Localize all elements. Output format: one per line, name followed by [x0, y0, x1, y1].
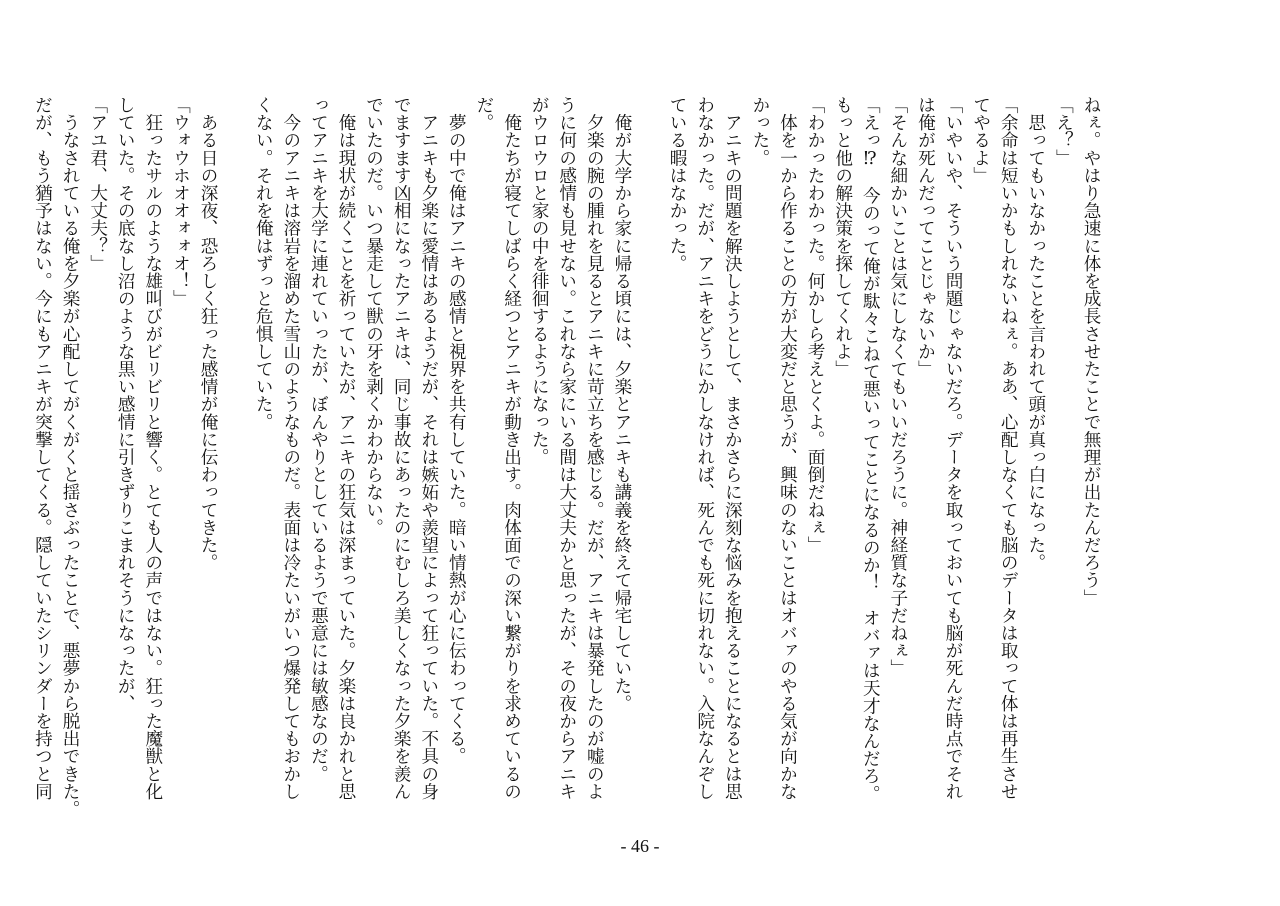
text-line: 「余命は短いかもしれないねぇ。ああ、心配しなくても脳のデータは取って体は再生させ — [998, 96, 1019, 800]
text-line: 「ウォウホオオォォオ！」 — [170, 96, 191, 308]
text-line: アニキの問題を解決しようとして、まさかさらに深刻な悩みを抱えることになるとは思 — [722, 96, 743, 800]
text-line: うに何の感情も見せない。これなら家にいる間は大丈夫かと思ったが、その夜からアニキ — [556, 96, 577, 800]
text-line: でいたのだ。いつ暴走して獣の牙を剥くかわからない。 — [363, 96, 384, 536]
text-line: くない。それを俺はずっと危惧していた。 — [253, 96, 274, 431]
text-line: 狂ったサルのような雄叫びがビリビリと響く。とても人の声ではない。狂った魔獣と化 — [142, 96, 163, 800]
text-line: 思ってもいなかったことを言われて頭が真っ白になった。 — [1025, 96, 1046, 572]
text-line: 「アユ君、大丈夫？」 — [87, 96, 108, 272]
text-line: していた。その底なし沼のような黒い感情に引きずりこまれそうになったが、 — [115, 96, 136, 712]
text-line: もっと他の解決策を探してくれよ」 — [832, 96, 853, 378]
text-line: わなかった。だが、アニキをどうにかしなければ、死んでも死に切れない。入院なんぞし — [694, 96, 715, 800]
text-line: 体を一から作ることの方が大変だと思うが、興味のないことはオバァのやる気が向かな — [777, 96, 798, 800]
text-line: 「え？」 — [1053, 96, 1074, 167]
text-line: 「わかったわかった。何かしら考えとくよ。面倒だねぇ」 — [805, 96, 826, 554]
text-line: でますます凶相になったアニキは、同じ事故にあったのにむしろ美しくなった夕楽を羨ん — [391, 96, 412, 800]
text-line: 「いやいや、そういう問題じゃないだろ。データを取っておいても脳が死んだ時点でそれ — [943, 96, 964, 800]
text-line: 夕楽の腕の腫れを見るとアニキに苛立ちを感じる。だが、アニキは暴発したのが嘘のよ — [584, 96, 605, 800]
text-line: ている暇はなかった。 — [667, 96, 688, 272]
text-line: かった。 — [749, 96, 770, 167]
text-line — [635, 96, 663, 816]
text-line: てやるよ」 — [970, 96, 991, 184]
text-line: だが、もう猶予はない。今にもアニキが突撃してくる。隠していたシリンダーを持つと同 — [32, 96, 53, 800]
text-line — [221, 96, 249, 816]
text-line: 「えっ⁉ 今のって俺が駄々こねて悪いってことになるのか！ オバァは天才なんだろ。 — [860, 96, 881, 803]
text-line: 俺が大学から家に帰る頃には、夕楽とアニキも講義を終えて帰宅していた。 — [611, 96, 632, 712]
text-line: 「そんな細かいことは気にしなくてもいいだろうに。神経質な子だねぇ」 — [887, 96, 908, 677]
text-line: 今のアニキは溶岩を溜めた雪山のようなものだ。表面は冷たいがいつ爆発してもおかし — [280, 96, 301, 800]
text-line: ねぇ。やはり急速に体を成長させたことで無理が出たんだろう」 — [1081, 96, 1101, 607]
text-line: うなされている俺を夕楽が心配してがくがくと揺さぶったことで、悪夢から脱出できた。 — [60, 96, 81, 818]
text-line: は俺が死んだってことじゃないか」 — [915, 96, 936, 378]
vertical-body-text — [32, 96, 1104, 818]
text-line: ある日の深夜、恐ろしく狂った感情が俺に伝わってきた。 — [198, 96, 218, 572]
text-line: 夢の中で俺はアニキの感情と視界を共有していた。暗い情熱が心に伝わってくる。 — [446, 96, 467, 765]
text-line: 俺は現状が続くことを祈っていたが、アニキの狂気は深まっていた。夕楽は良かれと思 — [335, 96, 356, 800]
text-line: 俺たちが寝てしばらく経つとアニキが動き出す。肉体面での深い繋がりを求めているの — [501, 96, 522, 800]
text-line: だ。 — [473, 96, 494, 132]
text-line: がウロウロと家の中を徘徊するようになった。 — [529, 96, 550, 466]
page-number: - 46 - — [620, 836, 660, 856]
text-line: ってアニキを大学に連れていったが、ぼんやりとしているようで悪意には敏感なのだ。 — [308, 96, 329, 783]
text-line: アニキも夕楽に愛情はあるようだが、それは嫉妬や羨望によって狂っていた。不具の身 — [418, 96, 439, 800]
